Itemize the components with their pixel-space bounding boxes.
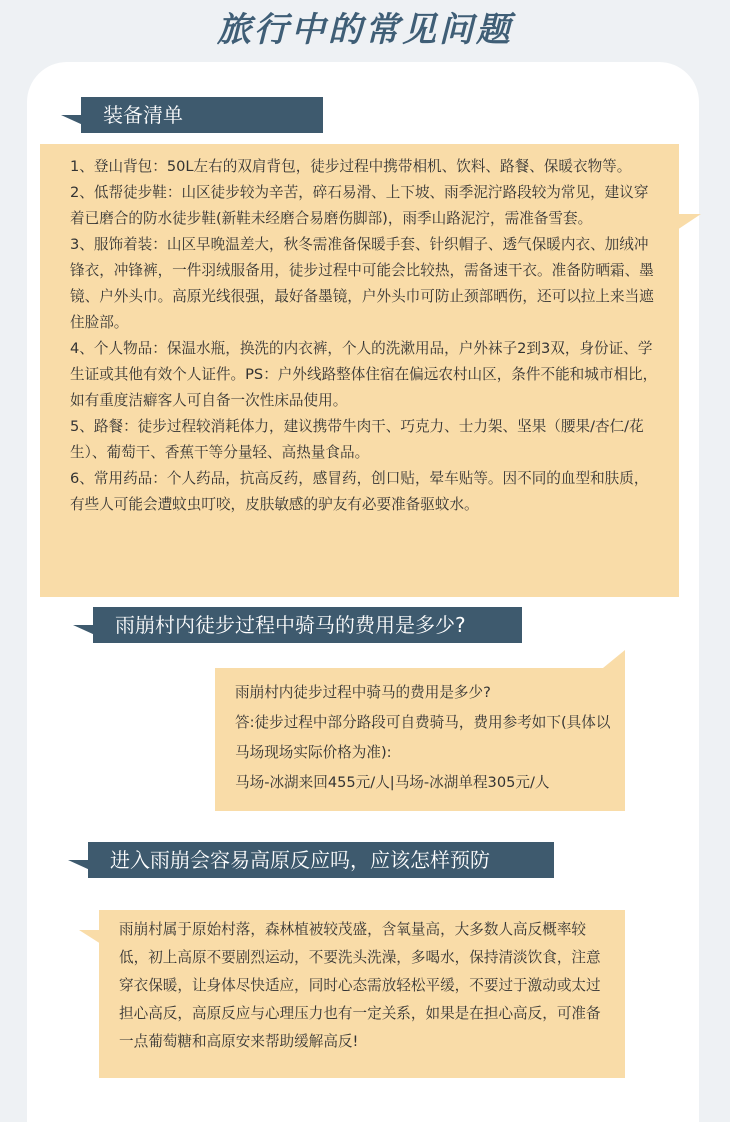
- altitude-text: 雨崩村属于原始村落，森林植被较茂盛，含氧量高，大多数人高反概率较低，初上高原不要剧烈运动，不要洗头洗澡，多喝水，保持清淡饮食，注意穿衣保暖，让身体尽快适应，同时心态需放轻松平缓，不要过于激动或太过担心高反，高原反应与心理压力也有一定关系，如果是在担心高反，可准备一点葡萄糖和高原安来帮助缓解高反!: [119, 921, 601, 1050]
- answer-text: 答:徒步过程中部分路段可自费骑马，费用参考如下(具体以马场现场实际价格为准):: [235, 714, 611, 761]
- list-item: 3、服饰着装：山区早晚温差大，秋冬需准备保暖手套、针织帽子、透气保暖内衣、加绒冲锋衣，冲锋裤，一件羽绒服备用，徒步过程中可能会比较热，需备速干衣。准备防晒霜、墨镜、户外头巾。高原光线很强，最好备墨镜，户外头巾可防止颈部晒伤，还可以拉上来当遮住脸部。: [70, 236, 654, 331]
- list-item: 5、路餐：徒步过程较消耗体力，建议携带牛肉干、巧克力、士力架、坚果（腰果/杏仁/花生）、葡萄干、香蕉干等分量轻、高热量食品。: [70, 418, 644, 461]
- list-item: 6、常用药品：个人药品，抗高反药，感冒药，创口贴，晕车贴等。因不同的血型和肤质，有些人可能会遭蚊虫叮咬，皮肤敏感的驴友有必要准备驱蚊水。: [70, 470, 649, 513]
- list-item: 1、登山背包：50L左右的双肩背包，徒步过程中携带相机、饮料、路餐、保暖衣物等。: [70, 158, 632, 175]
- list-item: 2、低帮徒步鞋：山区徒步较为辛苦，碎石易滑、上下坡、雨季泥泞路段较为常见，建议穿着已磨合的防水徒步鞋(新鞋未经磨合易磨伤脚部)，雨季山路泥泞，需准备雪套。: [70, 184, 649, 227]
- altitude-box: [99, 910, 625, 1078]
- section-heading-altitude: 进入雨崩会容易高原反应吗，应该怎样预防: [88, 842, 554, 878]
- section-heading-equipment: 装备清单: [81, 97, 323, 133]
- price-text: 马场-冰湖来回455元/人|马场-冰湖单程305元/人: [235, 774, 550, 791]
- list-item: 4、个人物品：保温水瓶，换洗的内衣裤，个人的洗漱用品，户外袜子2到3双，身份证、学生证或其他有效个人证件。PS：户外线路整体住宿在偏远农村山区，条件不能和城市相比，如有重度洁癖客人可自备一次性床品使用。: [70, 340, 658, 409]
- section-heading-horse-fee: 雨崩村内徒步过程中骑马的费用是多少?: [93, 607, 522, 643]
- horse-fee-box: [215, 668, 625, 811]
- page-title: 旅行中的常见问题: [217, 10, 513, 50]
- question-text: 雨崩村内徒步过程中骑马的费用是多少?: [235, 684, 491, 701]
- equipment-list-box: [40, 144, 679, 597]
